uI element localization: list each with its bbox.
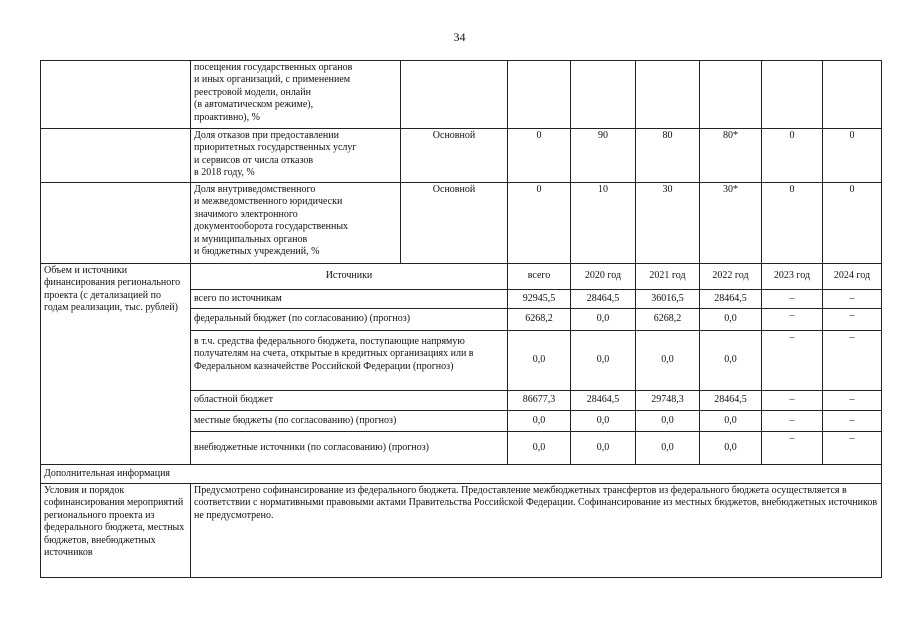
funding-value: 0,0 xyxy=(700,331,762,391)
funding-value: 0,0 xyxy=(571,411,636,432)
funding-value: 0,0 xyxy=(636,331,700,391)
indicator-type: Основной xyxy=(401,183,508,264)
funding-value: 0,0 xyxy=(508,432,571,465)
funding-value: 0,0 xyxy=(508,331,571,391)
indicator-value: 0 xyxy=(823,129,882,183)
funding-value: 6268,2 xyxy=(508,309,571,331)
funding-value: 29748,3 xyxy=(636,391,700,411)
page-number: 34 xyxy=(453,30,466,44)
funding-source: местные бюджеты (по согласованию) (прогноз) xyxy=(191,411,508,432)
indicator-row xyxy=(41,61,882,129)
funding-source: всего по источникам xyxy=(191,290,508,309)
indicator-value: 30 xyxy=(636,183,700,264)
funding-header-total: всего xyxy=(508,264,571,290)
blank-cell xyxy=(41,129,191,183)
indicator-value: 0 xyxy=(508,129,571,183)
additional-info-heading: Дополнительная информация xyxy=(41,465,882,484)
funding-source: федеральный бюджет (по согласованию) (прогноз) xyxy=(191,309,508,331)
funding-value: 28464,5 xyxy=(571,391,636,411)
funding-header-year: 2024 год xyxy=(823,264,882,290)
indicator-row xyxy=(41,129,882,183)
indicator-value: 0 xyxy=(762,129,823,183)
additional-info-row xyxy=(41,484,882,578)
indicator-name: посещения государственных органов и иных организаций, с применением реестровой модели, онлайн (в автоматическом режиме), проактивно), % xyxy=(191,61,401,129)
funding-value: 0,0 xyxy=(700,411,762,432)
indicator-value: 0 xyxy=(508,183,571,264)
funding-value: – xyxy=(762,309,823,331)
funding-value: 0,0 xyxy=(636,432,700,465)
funding-value: 28464,5 xyxy=(700,290,762,309)
indicator-value xyxy=(571,61,636,129)
indicator-type: Основной xyxy=(401,129,508,183)
indicator-type xyxy=(401,61,508,129)
funding-value: – xyxy=(823,331,882,391)
funding-value: 6268,2 xyxy=(636,309,700,331)
indicator-value: 90 xyxy=(571,129,636,183)
funding-header-year: 2021 год xyxy=(636,264,700,290)
funding-source: внебюджетные источники (по согласованию) (прогноз) xyxy=(191,432,508,465)
indicator-value xyxy=(636,61,700,129)
funding-value: 28464,5 xyxy=(571,290,636,309)
funding-value: 0,0 xyxy=(700,432,762,465)
indicator-name: Доля отказов при предоставлении приоритетных государственных услуг и сервисов от числа отказов в 2018 году, % xyxy=(191,129,401,183)
funding-value: – xyxy=(823,391,882,411)
funding-header-year: 2022 год xyxy=(700,264,762,290)
indicator-value: 30* xyxy=(700,183,762,264)
funding-value: 0,0 xyxy=(636,411,700,432)
funding-value: – xyxy=(762,290,823,309)
funding-value: – xyxy=(762,331,823,391)
additional-info-label: Условия и порядок софинансирования мероприятий регионального проекта из федерального бюджета, местных бюджетов, внебюджетных источников xyxy=(41,484,191,578)
funding-value: 0,0 xyxy=(508,411,571,432)
funding-header-source: Источники xyxy=(191,264,508,290)
funding-value: 92945,5 xyxy=(508,290,571,309)
funding-value: – xyxy=(823,432,882,465)
funding-value: – xyxy=(823,309,882,331)
indicator-value: 0 xyxy=(762,183,823,264)
funding-value: 0,0 xyxy=(700,309,762,331)
funding-value: – xyxy=(762,391,823,411)
funding-value: 0,0 xyxy=(571,331,636,391)
funding-header-year: 2020 год xyxy=(571,264,636,290)
funding-header-year: 2023 год xyxy=(762,264,823,290)
indicator-value: 80 xyxy=(636,129,700,183)
blank-cell xyxy=(41,183,191,264)
blank-cell xyxy=(41,61,191,129)
funding-label: Объем и источники финансирования регионального проекта (с детализацией по годам реализации, тыс. рублей) xyxy=(41,264,191,465)
indicator-value: 0 xyxy=(823,183,882,264)
additional-info-heading-row xyxy=(41,465,882,484)
funding-source: в т.ч. средства федерального бюджета, поступающие напрямую получателям на счета, открытые в кредитных организациях или в Федеральном казначействе Российской Федерации (прогноз) xyxy=(191,331,508,391)
indicator-value xyxy=(823,61,882,129)
funding-value: – xyxy=(823,411,882,432)
funding-value: – xyxy=(823,290,882,309)
funding-value: 28464,5 xyxy=(700,391,762,411)
funding-value: 86677,3 xyxy=(508,391,571,411)
funding-source: областной бюджет xyxy=(191,391,508,411)
indicator-value xyxy=(700,61,762,129)
funding-value: – xyxy=(762,432,823,465)
funding-value: 36016,5 xyxy=(636,290,700,309)
passport-table xyxy=(40,60,882,578)
indicator-name: Доля внутриведомственного и межведомственного юридически значимого электронного документооборота государственных и муниципальных органов и бюджетных учреждений, % xyxy=(191,183,401,264)
funding-value: – xyxy=(762,411,823,432)
additional-info-text: Предусмотрено софинансирование из федерального бюджета. Предоставление межбюджетных трансфертов из федерального бюджета осуществляется в соответствии с нормативными правовыми актами Правительства Российской Федерации. Софинансирование из местных бюджетов, внебюджетных источников не предусмотрено. xyxy=(191,484,882,578)
funding-value: 0,0 xyxy=(571,432,636,465)
indicator-row xyxy=(41,183,882,264)
funding-value: 0,0 xyxy=(571,309,636,331)
indicator-value xyxy=(508,61,571,129)
indicator-value: 10 xyxy=(571,183,636,264)
indicator-value: 80* xyxy=(700,129,762,183)
indicator-value xyxy=(762,61,823,129)
funding-header-row xyxy=(41,264,882,290)
